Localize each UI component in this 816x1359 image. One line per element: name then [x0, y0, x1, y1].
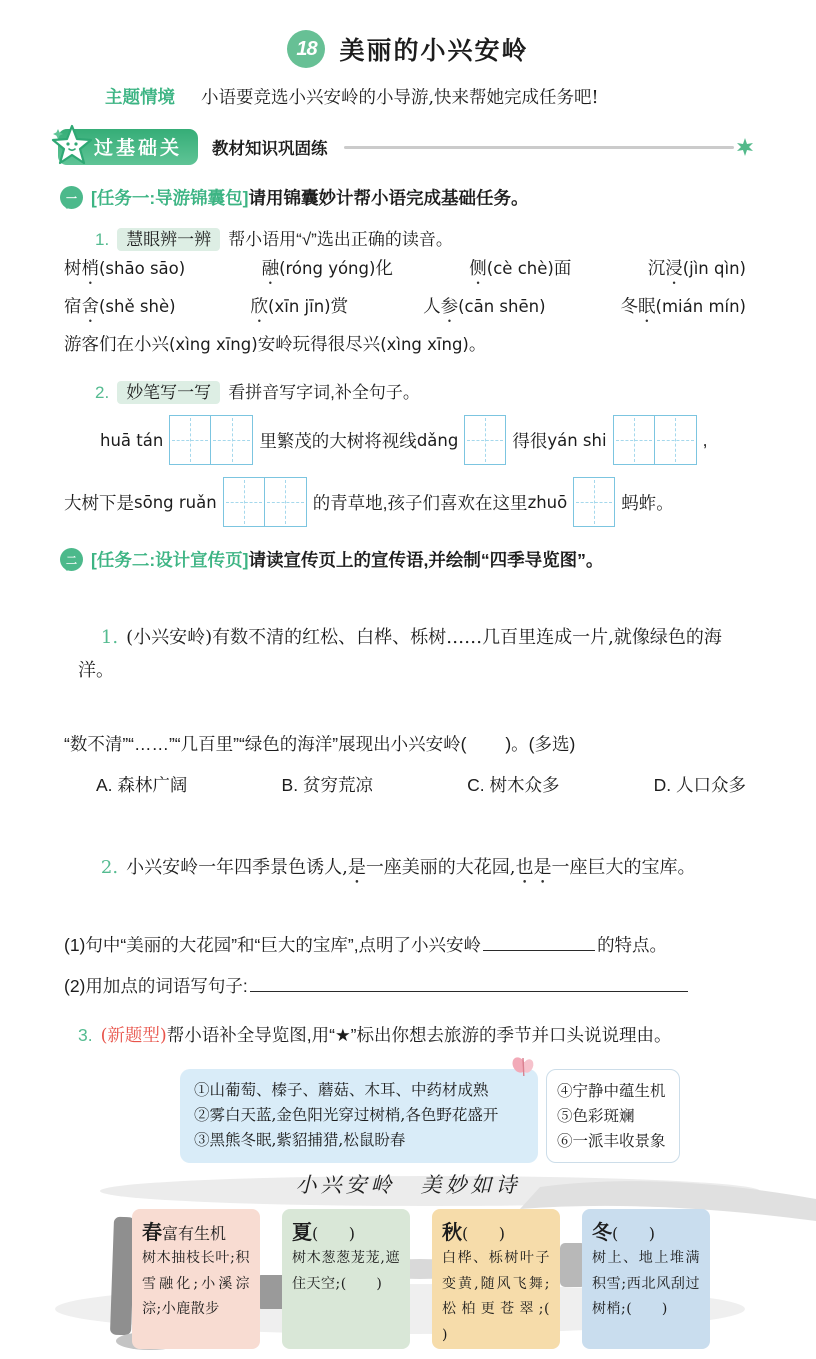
season-card-summer: [282, 1209, 410, 1349]
quoted-sentence: [126, 857, 695, 878]
lesson-number-badge: 18: [287, 30, 325, 68]
writing-box[interactable]: [464, 415, 506, 465]
clue-box-right: [546, 1069, 680, 1163]
lesson-header: [0, 0, 816, 68]
section-banner: [58, 129, 754, 165]
question-number: 2.: [95, 383, 110, 402]
writing-line-1: [100, 415, 816, 465]
text-segment: 游客们在小兴: [64, 334, 169, 354]
season-name: 春: [142, 1220, 162, 1245]
writing-box-group: [169, 415, 253, 465]
pinyin-item: [64, 288, 176, 326]
text-segment: 欣: [250, 296, 269, 316]
season-cards: [132, 1209, 816, 1349]
text-segment: 人: [423, 296, 441, 316]
page-title: 美丽的小兴安岭: [339, 37, 529, 65]
text-segment: (1)句中“美丽的大花园”和“巨大的宝库”,点明了小兴安岭: [64, 935, 482, 955]
text-segment: 里繁茂的大树将视线: [259, 430, 417, 451]
season-card-title: [592, 1218, 700, 1246]
text-segment: yán shi: [547, 430, 607, 450]
task2-heading: [60, 547, 816, 572]
season-title-rest: 富有生机: [162, 1224, 227, 1244]
season-title-rest[interactable]: ( ): [312, 1224, 355, 1244]
text-segment: sōng ruǎn: [134, 492, 217, 512]
task2-question2-sub1: [64, 929, 746, 962]
banner-title: 过基础关: [58, 129, 198, 165]
task2-question3: [78, 1019, 746, 1053]
writing-box-group: [613, 415, 697, 465]
question-badge: 妙笔写一写: [117, 381, 220, 404]
text-segment: dǎng: [416, 430, 459, 450]
text-segment: (shě shè): [99, 297, 176, 316]
question-text: 帮小语补全导览图,用“★”标出你想去旅游的季节并口头说说理由。: [166, 1025, 672, 1045]
question-text: 帮小语用“√”选出正确的读音。: [228, 230, 453, 249]
question-number: 2.: [100, 857, 119, 878]
task1-question2-heading: [95, 378, 816, 403]
text-segment: 小兴安岭一年四季景色诱人,: [126, 857, 348, 878]
season-name: 秋: [442, 1220, 462, 1245]
text-segment: 的特点。: [597, 935, 668, 955]
task2-question2-sentence: [78, 818, 746, 921]
text-segment: huā tán: [100, 430, 164, 450]
season-card-body: 白桦、栎树叶子变黄,随风飞舞;松柏更苍翠;( ): [442, 1250, 580, 1343]
season-card-title: [292, 1218, 400, 1246]
task1-heading: [60, 185, 816, 210]
text-segment: 沉: [647, 258, 666, 278]
task2-question2-sub2: [64, 970, 746, 1003]
pinyin-item: [423, 288, 545, 326]
text-segment: 眠: [638, 296, 656, 316]
text-segment: zhuō: [527, 492, 568, 512]
clue-item: ②雾白天蓝,金色阳光穿过树梢,各色野花盛开: [194, 1105, 499, 1124]
text-segment: (xìng xīng): [169, 335, 258, 354]
answer-blank[interactable]: [483, 931, 595, 951]
text-segment: 宿: [64, 296, 82, 316]
text-segment: 侧: [469, 258, 487, 278]
clue-item: ⑤色彩斑斓: [557, 1106, 635, 1125]
pinyin-item: [64, 250, 185, 288]
text-segment: (cān shēn): [458, 297, 546, 316]
writing-box[interactable]: [573, 477, 615, 527]
question-text: 看拼音写字词,补全句子。: [228, 383, 420, 402]
season-card-winter: [582, 1209, 710, 1349]
pinyin-choice-row-2: [64, 288, 746, 326]
text-segment: 融: [261, 258, 280, 278]
season-name: 冬: [592, 1220, 612, 1245]
text-segment: 梢: [81, 258, 99, 278]
text-segment: 面: [553, 258, 572, 278]
text-segment: (mián mín): [655, 297, 746, 316]
sparkle-star-icon: [736, 138, 754, 156]
text-segment: 也是: [515, 857, 552, 878]
task2-question1-stem: “数不清”“……”“几百里”“绿色的海洋”展现出小兴安岭( )。(多选): [64, 734, 576, 754]
clue-item: ④宁静中蕴生机: [557, 1082, 666, 1100]
theme-text: 小语要竞选小兴安岭的小导游,快来帮她完成任务吧!: [201, 88, 599, 108]
text-segment: 安岭玩得很尽兴: [257, 334, 381, 354]
option-a[interactable]: A. 森林广阔: [96, 775, 188, 795]
butterfly-icon: [510, 1055, 536, 1079]
pinyin-item: [469, 250, 571, 288]
task1-question1-heading: [95, 225, 816, 250]
four-seasons-guide-map: [0, 1169, 816, 1359]
text-segment: 化: [375, 258, 393, 278]
task2-instruction: 请读宣传页上的宣传语,并绘制“四季导览图”。: [248, 550, 604, 570]
pinyin-item: [262, 250, 393, 288]
season-card-body: 树木葱葱茏茏,遮住天空;( ): [292, 1250, 400, 1292]
writing-box-group: [573, 477, 615, 527]
text-segment: 舍: [81, 296, 99, 316]
star-mascot-icon: [50, 123, 94, 167]
answer-blank[interactable]: [250, 972, 688, 992]
text-segment: 的青草地,孩子们喜欢在这里: [312, 492, 528, 513]
text-segment: 蚂蚱。: [621, 492, 674, 513]
clue-boxes: [180, 1069, 680, 1163]
clue-item: ⑥一派丰收景象: [557, 1131, 666, 1150]
text-segment: 一座巨大的宝库。: [551, 857, 696, 878]
writing-box[interactable]: [169, 415, 211, 465]
season-card-spring: [132, 1209, 260, 1349]
writing-line-2: [64, 477, 816, 527]
writing-box-group: [223, 477, 307, 527]
pinyin-item: [648, 250, 746, 288]
text-segment: (cè chè): [486, 259, 554, 278]
text-segment: 是: [347, 857, 366, 878]
multiple-choice-options: [96, 769, 746, 802]
text-segment: 大树下是: [64, 492, 134, 513]
question-number: 3.: [78, 1025, 93, 1045]
quoted-sentence: (小兴安岭)有数不清的红松、白桦、栎树……几百里连成一片,就像绿色的海洋。: [78, 627, 722, 681]
writing-box[interactable]: [613, 415, 655, 465]
clue-item: ③黑熊冬眠,紫貂捕猎,松鼠盼春: [194, 1130, 406, 1149]
theme-row: [105, 84, 816, 109]
season-title-rest[interactable]: ( ): [612, 1224, 655, 1244]
divider-line: [344, 146, 734, 149]
speech-bubble-two-icon: 二: [60, 548, 83, 571]
pinyin-choice-sentence: [64, 326, 746, 363]
writing-box[interactable]: [655, 415, 697, 465]
text-segment: 。: [468, 334, 487, 354]
question-number: 1.: [95, 230, 110, 249]
text-segment: (xīn jīn): [268, 297, 331, 316]
season-card-title: [142, 1218, 250, 1246]
text-segment: (xìng xīng): [380, 335, 469, 354]
task2-tag: [任务二:设计宣传页]: [91, 550, 249, 570]
text-segment: ,: [702, 429, 708, 450]
option-b[interactable]: B. 贫穷荒凉: [281, 775, 373, 795]
pinyin-item: [621, 288, 746, 326]
task1-tag: [任务一:导游锦囊包]: [91, 188, 249, 208]
pinyin-choice-row-1: [64, 250, 746, 288]
text-segment: (róng yóng): [279, 259, 376, 278]
season-card-body: 树上、地上堆满积雪;西北风刮过树梢;( ): [592, 1250, 700, 1318]
text-segment: 得很: [512, 430, 548, 451]
text-segment: (2)用加点的词语写句子:: [64, 976, 248, 996]
task2-question1-sentence: [78, 588, 746, 720]
text-segment: 冬: [620, 296, 639, 316]
question-number: 1.: [100, 627, 119, 648]
writing-box[interactable]: [223, 477, 265, 527]
speech-bubble-one-icon: 一: [60, 186, 83, 209]
season-card-title: [442, 1218, 550, 1246]
new-question-type-tag: (新题型): [100, 1026, 167, 1046]
season-name: 夏: [292, 1220, 312, 1245]
writing-box[interactable]: [211, 415, 253, 465]
option-d[interactable]: D. 人口众多: [653, 775, 746, 795]
question-badge: 慧眼辨一辨: [117, 228, 220, 251]
clue-item: ①山葡萄、榛子、蘑菇、木耳、中药材成熟: [194, 1081, 489, 1099]
season-card-autumn: [432, 1209, 580, 1349]
season-card-body: 树木抽枝长叶;积雪融化;小溪淙淙;小鹿散步: [142, 1250, 250, 1318]
theme-label: 主题情境: [105, 87, 175, 107]
poster-title: 小兴安岭 美妙如诗: [295, 1173, 521, 1198]
text-segment: 浸: [665, 258, 683, 278]
task1-instruction: 请用锦囊妙计帮小语完成基础任务。: [248, 188, 529, 208]
text-segment: 参: [440, 296, 459, 316]
text-segment: (shāo sāo): [99, 259, 186, 278]
writing-box[interactable]: [265, 477, 307, 527]
clue-box-left: [180, 1069, 538, 1163]
text-segment: (jìn qìn): [682, 259, 746, 278]
season-title-rest[interactable]: ( ): [462, 1224, 505, 1244]
writing-box-group: [464, 415, 506, 465]
banner-subtitle: 教材知识巩固练: [212, 140, 328, 158]
text-segment: 赏: [330, 296, 349, 316]
pinyin-item: [251, 288, 349, 326]
text-segment: 树: [64, 258, 82, 278]
text-segment: 一座美丽的大花园,: [365, 857, 516, 878]
option-c[interactable]: C. 树木众多: [467, 775, 560, 795]
